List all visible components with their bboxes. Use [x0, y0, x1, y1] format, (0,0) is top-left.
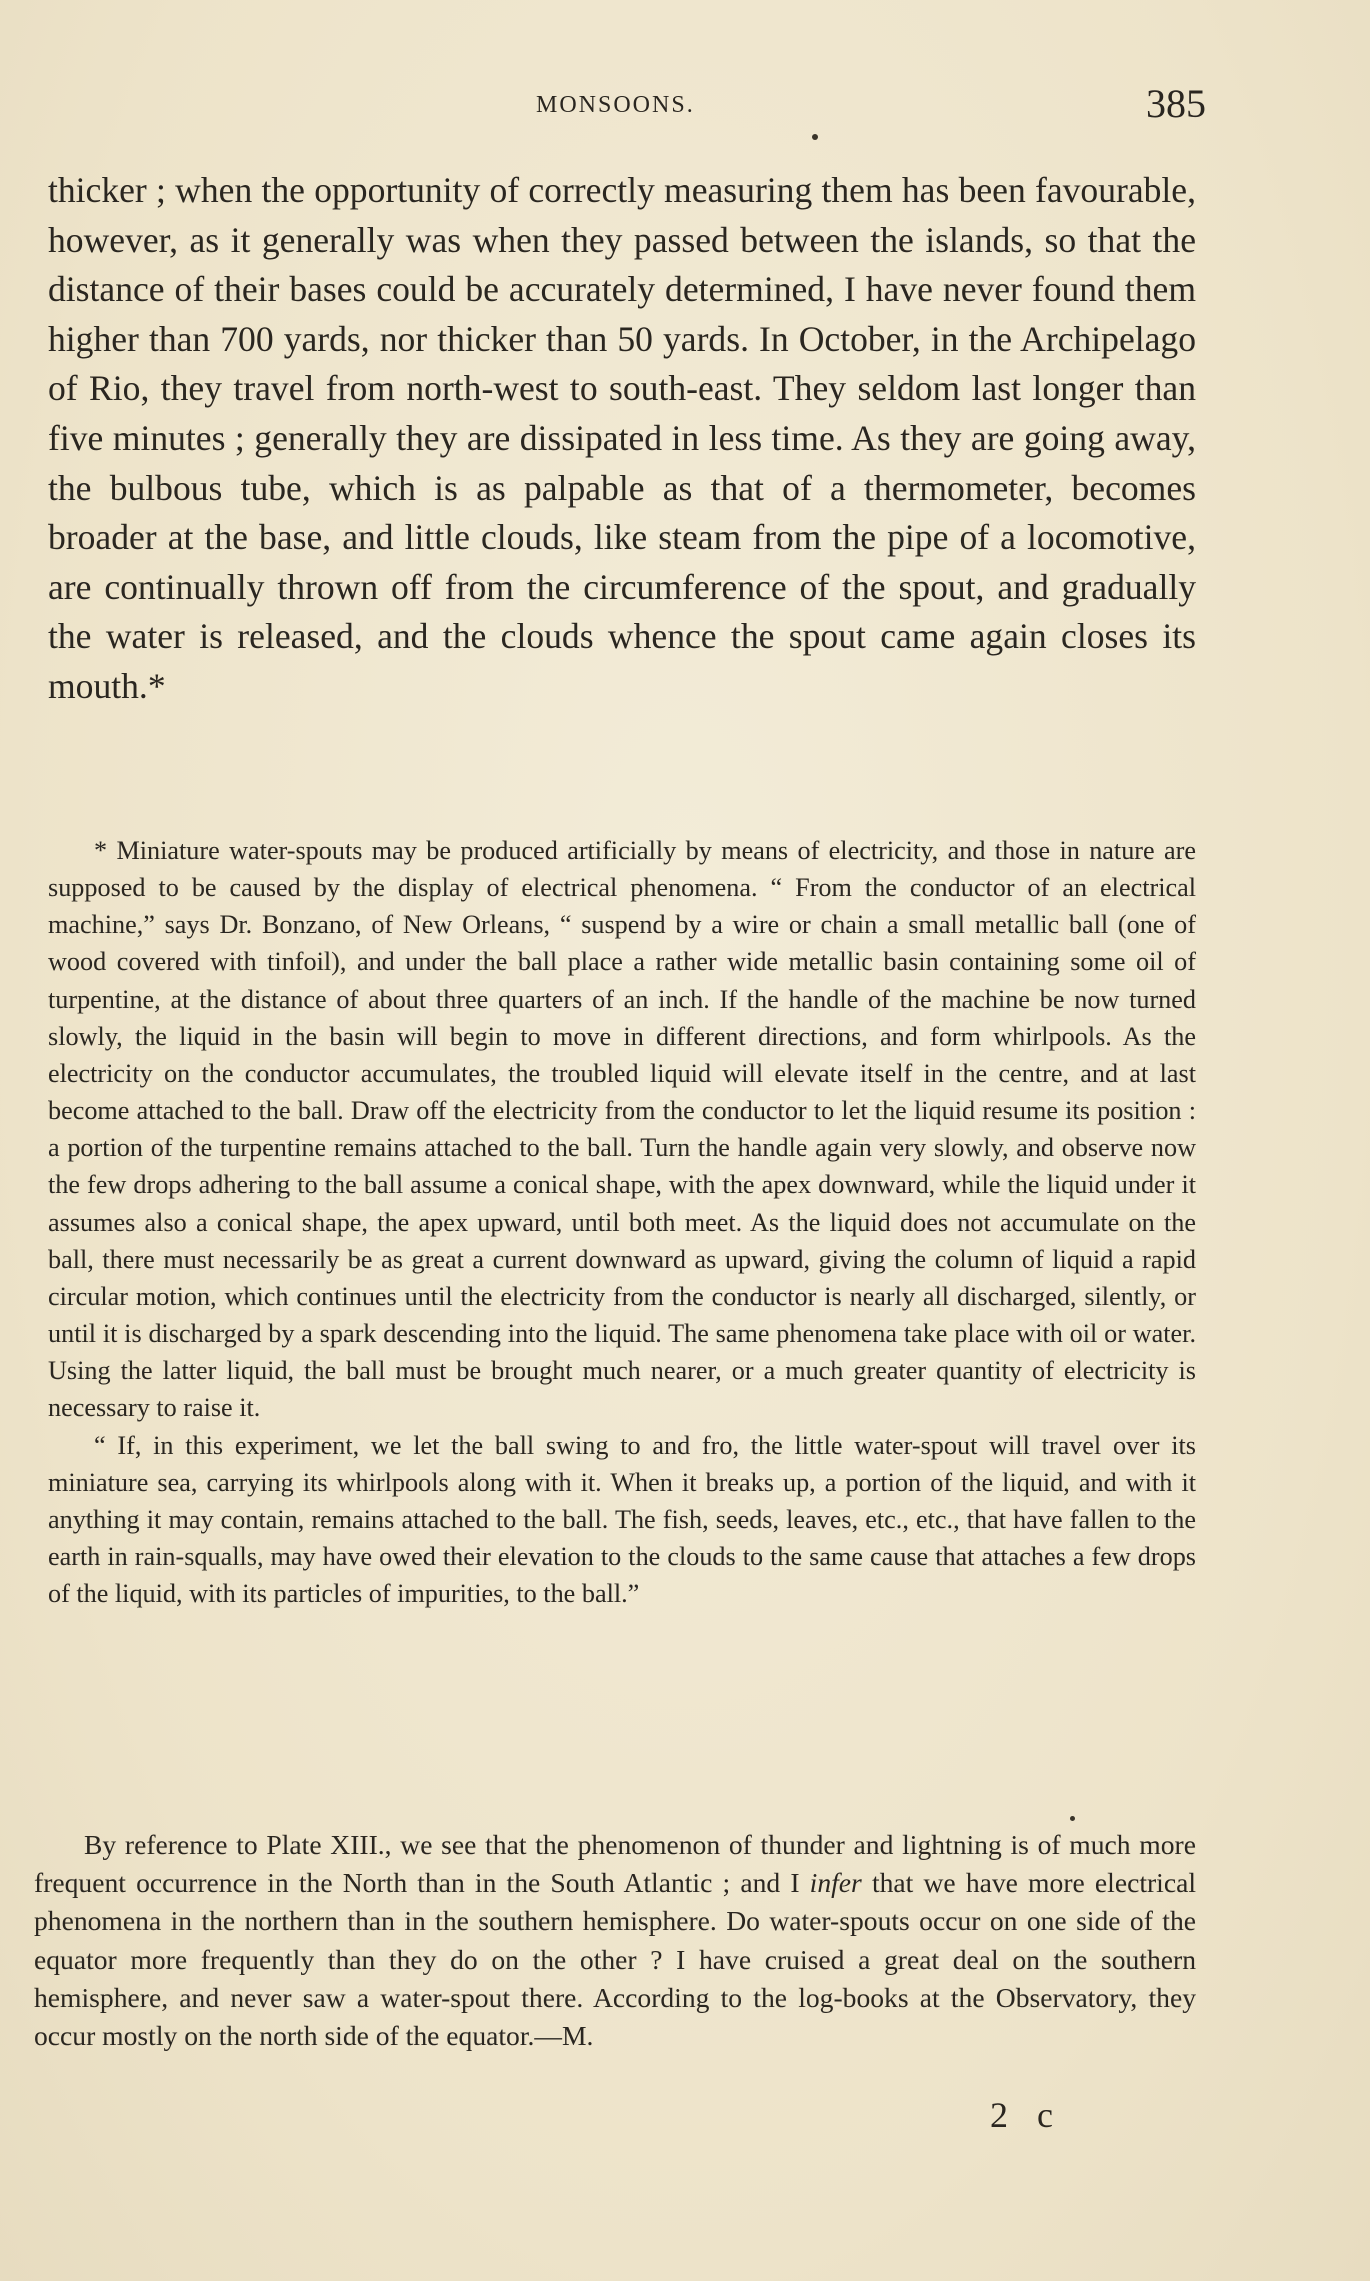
footnote	[48, 832, 1196, 1612]
closing-text-start: By reference to Plate XIII., we see that the phenomenon of thunder and lightning is of much more frequent occurrence in the North than in the South Atlantic ; and I	[34, 1829, 1196, 1899]
main-paragraph: thicker ; when the opportunity of correctly measuring them has been favourable, however, as it generally was when they passed between the islands, so that the distance of their bases could be accurately determined, I have never found them higher than 700 yards, nor thicker than 50 yards. In October, in the Archipelago of Rio, they travel from north-west to south-east. They seldom last longer than five minutes ; generally they are dissipated in less time. As they are going away, the bulbous tube, which is as palpable as that of a thermometer, becomes broader at the base, and little clouds, like steam from the pipe of a locomotive, are continually thrown off from the circumference of the spout, and gradually the water is released, and the clouds whence the spout came again closes its mouth.*	[48, 170, 1196, 706]
footnote-paragraph-2: “ If, in this experiment, we let the ball swing to and fro, the little water-spout will travel over its miniature sea, carrying its whirlpools along with it. When it breaks up, a portion of the liquid, and with it anything it may contain, remains attached to the ball. The fish, seeds, leaves, etc., etc., that have fallen to the earth in rain-squalls, may have owed their elevation to the clouds to the same cause that attaches a few drops of the liquid, with its particles of impurities, to the ball.”	[48, 1430, 1196, 1609]
page-number: 385	[1146, 81, 1206, 126]
closing-text-end: that we have more electrical phenomena in the northern than in the southern hemisphere. Do water-spouts occur on one side of the equator more frequently than they do on the other ? I have cruised a great deal on the southern hemisphere, and never saw a water-spout there. According to the log-books at the Observatory, they occur mostly on the north side of the equator.—M.	[34, 1867, 1197, 2052]
footnote-paragraph-1: * Miniature water-spouts may be produced artificially by means of electricity, and those in nature are supposed to be caused by the display of electrical phenomena. “ From the conductor of an electrical machine,” says Dr. Bonzano, of New Orleans, “ suspend by a wire or chain a small metallic ball (one of wood covered with tinfoil), and under the ball place a rather wide metallic basin containing some oil of turpentine, at the distance of about three quarters of an inch. If the handle of the machine be now turned slowly, the liquid in the basin will begin to move in different directions, and form whirlpools. As the electricity on the conductor accumulates, the troubled liquid will elevate itself in the centre, and at last become attached to the ball. Draw off the electricity from the conductor to let the liquid resume its position : a portion of the turpentine remains attached to the ball. Turn the handle again very slowly, and observe now the few drops adhering to the ball assume a conical shape, with the apex downward, while the liquid under it assumes also a conical shape, the apex upward, until both meet. As the liquid does not accumulate on the ball, there must necessarily be as great a current downward as upward, giving the column of liquid a rapid circular motion, which continues until the electricity from the conductor is nearly all discharged, silently, or until it is discharged by a spark descending into the liquid. The same phenomena take place with oil or water. Using the latter liquid, the ball must be brought much nearer, or a much greater quantity of electricity is necessary to raise it.	[48, 836, 1196, 1423]
print-speck	[812, 134, 818, 140]
signature-mark: 2 c	[990, 2095, 1063, 2135]
running-head: MONSOONS.	[536, 92, 695, 118]
closing-paragraph	[34, 1826, 1196, 2055]
closing-emphasis: infer	[809, 1867, 862, 1899]
page-header	[48, 81, 1206, 126]
print-speck	[1070, 1816, 1075, 1821]
